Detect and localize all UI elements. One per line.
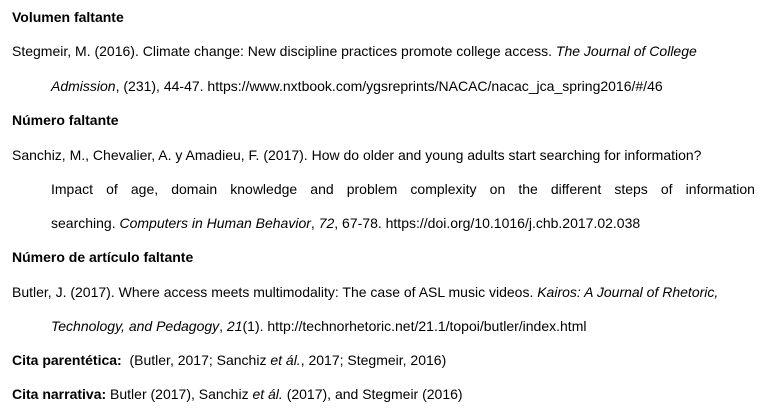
section-heading-number: Número faltante (12, 112, 119, 128)
justified-word: domain (171, 181, 218, 197)
reference-sanchiz-line2 (51, 181, 755, 198)
justified-word: steps (614, 181, 648, 197)
reference-sanchiz-line1: Sanchiz, M., Chevalier, A. y Amadieu, F. (2017). How do older and young adults start searching for information? (12, 147, 702, 163)
justified-word: age, (130, 181, 159, 197)
justified-word: the (518, 181, 538, 197)
justified-word: different (550, 181, 602, 197)
section-heading-article-number: Número de artículo faltante (12, 249, 194, 265)
justified-word: on (489, 181, 506, 197)
narrative-citation: Cita narrativa: Butler (2017), Sanchiz et ál. (2017), and Stegmeir (2016) (12, 386, 463, 402)
reference-stegmeir-line1: Stegmeir, M. (2016). Climate change: New discipline practices promote college access. The Journal of College (12, 43, 697, 59)
reference-stegmeir-line2: Admission, (231), 44-47. https://www.nxtbook.com/ygsreprints/NACAC/nacac_jca_spring2016/#/46 (51, 78, 663, 94)
reference-butler-line2: Technology, and Pedagogy, 21(1). http://technorhetoric.net/21.1/topoi/butler/index.html (51, 318, 587, 334)
justified-word: of (660, 181, 673, 197)
parenthetical-citation: Cita parentética: (Butler, 2017; Sanchiz et ál., 2017; Stegmeir, 2016) (12, 352, 447, 368)
justified-word: knowledge (230, 181, 298, 197)
justified-word: information (685, 181, 755, 197)
justified-word: of (106, 181, 118, 197)
section-heading-volume: Volumen faltante (12, 9, 124, 25)
justified-word: problem (346, 181, 398, 197)
justified-word: and (310, 181, 334, 197)
reference-butler-line1: Butler, J. (2017). Where access meets multimodality: The case of ASL music videos. Kairos: A Journal of Rhetoric, (12, 284, 719, 300)
justified-word: Impact (51, 181, 94, 197)
reference-sanchiz-line3: searching. Computers in Human Behavior, 72, 67-78. https://doi.org/10.1016/j.chb.2017.02.038 (51, 215, 641, 231)
justified-word: complexity (410, 181, 477, 197)
